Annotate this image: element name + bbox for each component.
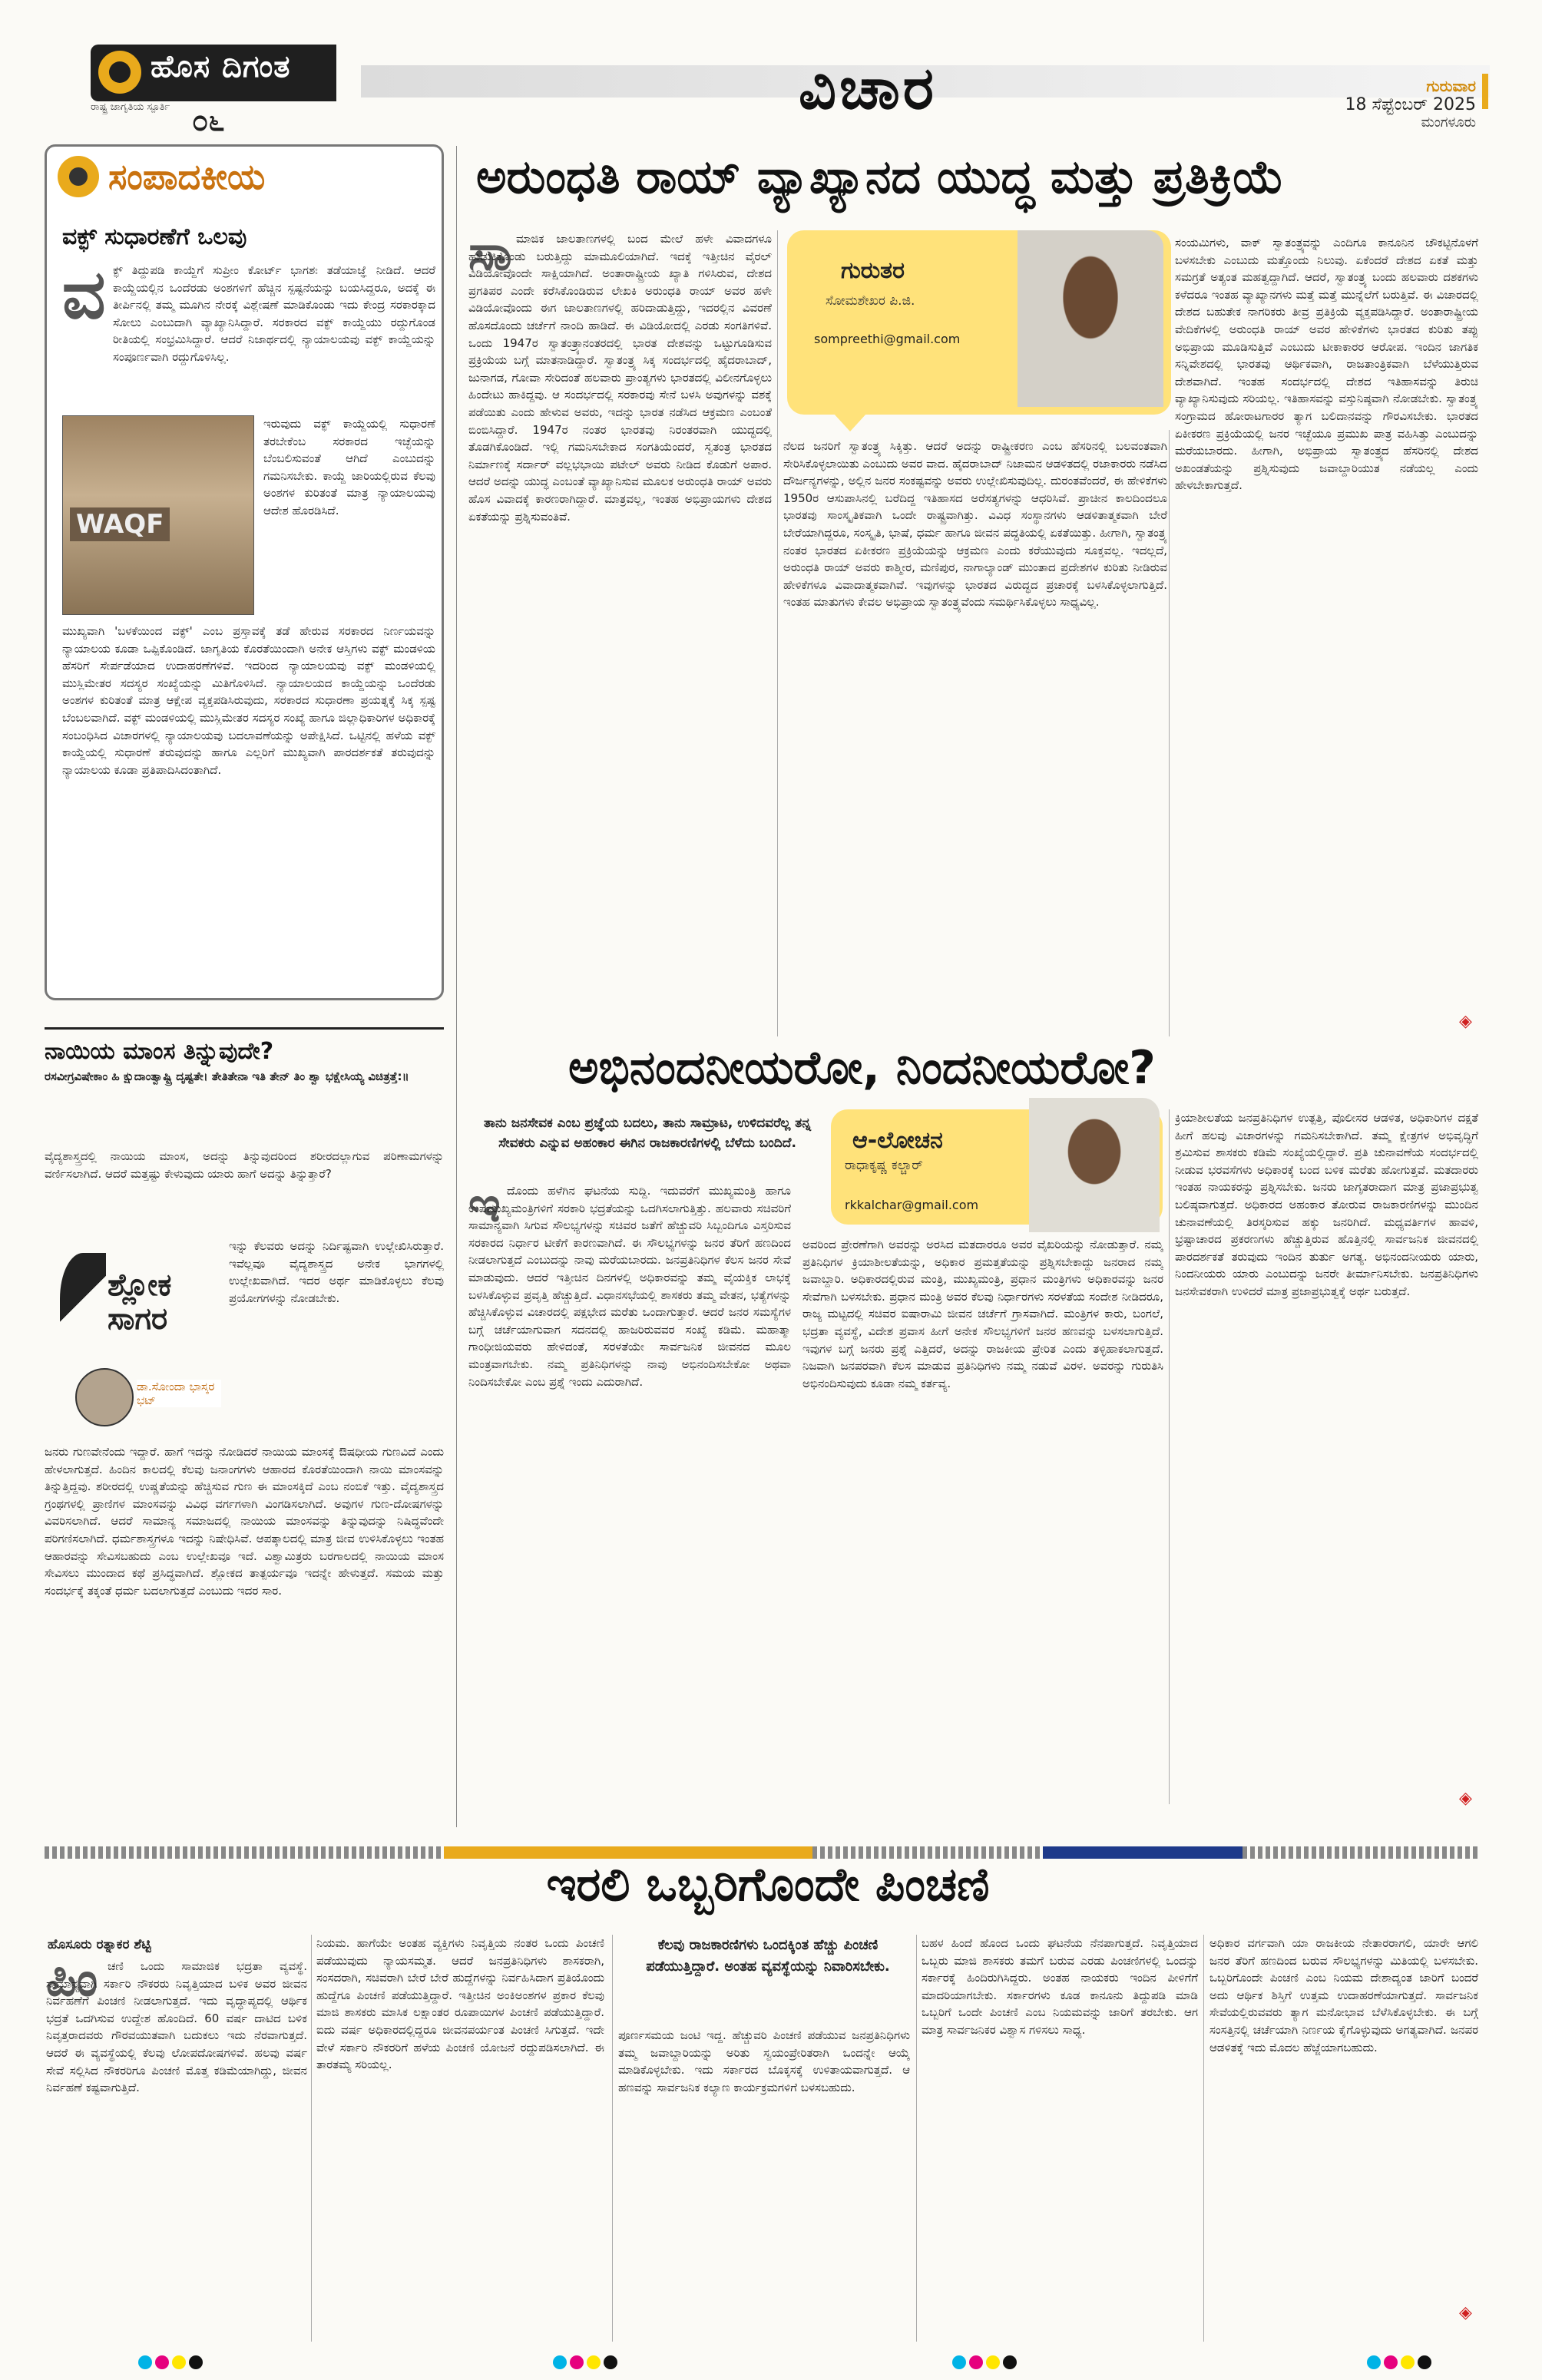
header-accent-bar	[1482, 74, 1488, 109]
article1-dropcap: ಸಾ	[468, 225, 512, 282]
column-logo-name: ಶ್ಲೋಕ ಸಾಗರ	[108, 1268, 172, 1337]
editorial-box	[45, 144, 444, 1000]
weekday: ಗುರುವಾರ	[1426, 77, 1476, 95]
article1-headline[interactable]: ಅರುಂಧತಿ ರಾಯ್ ವ್ಯಾಖ್ಯಾನದ ಯುದ್ಧ ಮತ್ತು ಪ್ರತಿಕ್ರಿಯೆ	[476, 150, 1284, 204]
column-rule	[456, 146, 457, 1827]
issue-date: 18 ಸೆಪ್ಟೆಂಬರ್ 2025	[1345, 95, 1476, 114]
section-title: ವಿಚಾರ	[799, 54, 937, 122]
edition-city: ಮಂಗಳೂರು	[1421, 114, 1476, 131]
article4-column-5: ಅಧಿಕಾರ ವರ್ಗವಾಗಿ ಯಾ ರಾಜಕೀಯ ನೇತಾರರಾಗಲಿ, ಯಾರೇ ಆಗಲಿ ಜನರ ತೆರಿಗೆ ಹಣದಿಂದ ಬರುವ ಸೌಲಭ್ಯಗಳನ್ನು ಮಿತಿಯಲ್ಲಿ ಬಳಸಬೇಕು. ಒಬ್ಬರಿಗೊಂದೇ ಪಿಂಚಣಿ ಎಂಬ ನಿಯಮ ದೇಶಾದ್ಯಂತ ಜಾರಿಗೆ ಬಂದರೆ ಅದು ಆರ್ಥಿಕ ಶಿಸ್ತಿಗೆ ಉತ್ತಮ ಉದಾಹರಣೆಯಾಗುತ್ತದೆ. ಸಾರ್ವಜನಿಕ ಸೇವೆಯಲ್ಲಿರುವವರು ತ್ಯಾಗ ಮನೋಭಾವ ಬೆಳೆಸಿಕೊಳ್ಳಬೇಕು. ಈ ಬಗ್ಗೆ ಸಂಸತ್ತಿನಲ್ಲಿ ಚರ್ಚೆಯಾಗಿ ನಿರ್ಣಯ ಕೈಗೊಳ್ಳುವುದು ಅಗತ್ಯವಾಗಿದೆ. ಜನಪರ ಆಡಳಿತಕ್ಕೆ ಇದು ಮೊದಲ ಹೆಜ್ಜೆಯಾಗಬಹುದು.	[1209, 1936, 1478, 2054]
article3-column-1: ದೊಂದು ಹಳೆಗಿನ ಘಟನೆಯ ಸುದ್ದಿ. ಇದುವರೆಗೆ ಮುಖ್ಯಮಂತ್ರಿ ಹಾಗೂ ಉಪಮುಖ್ಯಮಂತ್ರಿಗಳಿಗೆ ಸರಕಾರಿ ಭದ್ರತೆಯನ್ನು ಒದಗಿಸಲಾಗುತ್ತಿತ್ತು. ಹಲವಾರು ಸಚಿವರಿಗೆ ಸಾಮಾನ್ಯವಾಗಿ ಸಿಗುವ ಸೌಲಭ್ಯಗಳನ್ನು ಸಚಿವರ ಜತೆಗೆ ಹೆಚ್ಚುವರಿ ಸಿಬ್ಬಂದಿಗೂ ವಿಸ್ತರಿಸುವ ಸರಕಾರದ ನಿರ್ಧಾರ ಟೀಕೆಗೆ ಕಾರಣವಾಗಿದೆ. ಈ ಸೌಲಭ್ಯಗಳನ್ನು ಜನರ ತೆರಿಗೆ ಹಣದಿಂದ ನೀಡಲಾಗುತ್ತದೆ ಎಂಬುದನ್ನು ನಾವು ಮರೆಯಬಾರದು. ಜನಪ್ರತಿನಿಧಿಗಳ ಕೆಲಸ ಜನರ ಸೇವೆ ಮಾಡುವುದು. ಆದರೆ ಇತ್ತೀಚಿನ ದಿನಗಳಲ್ಲಿ ಅಧಿಕಾರವನ್ನು ತಮ್ಮ ವೈಯಕ್ತಿಕ ಲಾಭಕ್ಕೆ ಬಳಸಿಕೊಳ್ಳುವ ಪ್ರವೃತ್ತಿ ಹೆಚ್ಚುತ್ತಿದೆ. ವಿಧಾನಸಭೆಯಲ್ಲಿ ಶಾಸಕರು ತಮ್ಮ ವೇತನ, ಭತ್ಯೆಗಳನ್ನು ಹೆಚ್ಚಿಸಿಕೊಳ್ಳುವ ವಿಚಾರದಲ್ಲಿ ಪಕ್ಷಭೇದ ಮರೆತು ಒಂದಾಗುತ್ತಾರೆ. ಆದರೆ ಜನರ ಸಮಸ್ಯೆಗಳ ಬಗ್ಗೆ ಚರ್ಚೆಯಾಗುವಾಗ ಸದನದಲ್ಲಿ ಹಾಜರಿರುವವರ ಸಂಖ್ಯೆ ಕಡಿಮೆ. ಮಹಾತ್ಮಾ ಗಾಂಧೀಜಿಯವರು ಹೇಳಿದಂತೆ, ಸರಳತೆಯೇ ಸಾರ್ವಜನಿಕ ಜೀವನದ ಮೂಲ ಮಂತ್ರವಾಗಬೇಕು. ನಮ್ಮ ಪ್ರತಿನಿಧಿಗಳನ್ನು ನಾವು ಅಭಿನಂದಿಸಬೇಕೋ ಅಥವಾ ನಿಂದಿಸಬೇಕೋ ಎಂಬ ಪ್ರಶ್ನೆ ಇಂದು ಎದುರಾಗಿದೆ.	[468, 1184, 791, 1389]
article1-column-1: ಮಾಜಿಕ ಜಾಲತಾಣಗಳಲ್ಲಿ ಬಂದ ಮೇಲೆ ಹಳೇ ವಿವಾದಗಳೂ ಹುಡುಕಿಕೊಂಡು ಬರುತ್ತಿದ್ದು ಮಾಮೂಲಿಯಾಗಿದೆ. ಇದಕ್ಕೆ ಇತ್ತೀಚಿನ ವೈರಲ್ ವಿಡಿಯೋವೊಂದೇ ಸಾಕ್ಷಿಯಾಗಿದೆ. ಅಂತಾರಾಷ್ಟ್ರೀಯ ಖ್ಯಾತಿ ಗಳಿಸಿರುವ, ದೇಶದ ಪ್ರಗತಿಪರ ಎಂದೇ ಕರೆಸಿಕೊಂಡಿರುವ ಲೇಖಕಿ ಅರುಂಧತಿ ರಾಯ್ ಅವರ ಹಳೇ ವಿಡಿಯೋವೊಂದು ಈಗ ಜಾಲತಾಣಗಳಲ್ಲಿ ಹರಿದಾಡುತ್ತಿದ್ದು, ಇದರಲ್ಲಿನ ವಿವರಣೆ ಹೊಸದೊಂದು ಚರ್ಚೆಗೆ ನಾಂದಿ ಹಾಡಿದೆ. ಈ ವಿಡಿಯೋದಲ್ಲಿ ಎರಡು ಸಂಗತಿಗಳಿವೆ. ಒಂದು 1947ರ ಸ್ವಾತಂತ್ರ್ಯಾನಂತರದಲ್ಲಿ ಭಾರತ ದೇಶವನ್ನು ಒಟ್ಟುಗೂಡಿಸುವ ಪ್ರಕ್ರಿಯೆಯ ಬಗ್ಗೆ ಮಾತನಾಡಿದ್ದಾರೆ. ಸ್ವಾತಂತ್ರ್ಯ ಸಿಕ್ಕ ಸಂದರ್ಭದಲ್ಲಿ ಹೈದರಾಬಾದ್, ಜುನಾಗಡ, ಗೋವಾ ಸೇರಿದಂತೆ ಹಲವಾರು ಪ್ರಾಂತ್ಯಗಳು ಭಾರತದಲ್ಲಿ ವಿಲೀನಗೊಳ್ಳಲು ಹಿಂದೇಟು ಹಾಕಿದ್ದವು. ಆ ಸಂದರ್ಭದಲ್ಲಿ ಸರಕಾರವು ಸೇನೆ ಬಳಸಿ ಅವುಗಳನ್ನು ವಶಕ್ಕೆ ಪಡೆಯಿತು ಎಂದು ಹೇಳುವ ಅವರು, ಇದನ್ನು ಭಾರತ ನಡೆಸಿದ ಆಕ್ರಮಣ ಎಂಬಂತೆ ಬಿಂಬಿಸಿದ್ದಾರೆ. 1947ರ ನಂತರ ಭಾರತವು ನಿರಂತರವಾಗಿ ಯುದ್ಧದಲ್ಲಿ ತೊಡಗಿಕೊಂಡಿದೆ. ಇಲ್ಲಿ ಗಮನಿಸಬೇಕಾದ ಸಂಗತಿಯೆಂದರೆ, ಸ್ವತಂತ್ರ ಭಾರತದ ನಿರ್ಮಾಣಕ್ಕೆ ಸರ್ದಾರ್ ವಲ್ಲಭಭಾಯಿ ಪಟೇಲ್ ಅವರು ನೀಡಿದ ಕೊಡುಗೆ ಅಪಾರ. ಆದರೆ ಅದನ್ನು ಯುದ್ಧ ಎಂಬಂತೆ ವ್ಯಾಖ್ಯಾನಿಸುವ ಮೂಲಕ ಅರುಂಧತಿ ರಾಯ್ ಅವರು ಹೊಸ ವಿವಾದಕ್ಕೆ ಕಾರಣರಾಗಿದ್ದಾರೆ. ಮಾತ್ರವಲ್ಲ, ಇಂತಹ ಅಭಿಪ್ರಾಯಗಳು ದೇಶದ ಏಕತೆಯನ್ನು ಪ್ರಶ್ನಿಸುವಂತಿವೆ.	[468, 232, 772, 524]
article3-column-3: ಕ್ರಿಯಾಶೀಲತೆಯ ಜನಪ್ರತಿನಿಧಿಗಳ ಉತ್ಪತ್ತಿ, ಪೊಲೀಸರ ಆಡಳಿತ, ಅಧಿಕಾರಿಗಳ ದಕ್ಷತೆ ಹೀಗೆ ಹಲವು ವಿಚಾರಗಳನ್ನು ಗಮನಿಸಬೇಕಾಗಿದೆ. ತಮ್ಮ ಕ್ಷೇತ್ರಗಳ ಅಭಿವೃದ್ಧಿಗೆ ಶ್ರಮಿಸುವ ಶಾಸಕರು ಕಡಿಮೆ ಸಂಖ್ಯೆಯಲ್ಲಿದ್ದಾರೆ. ಪ್ರತಿ ಚುನಾವಣೆಯ ಸಂದರ್ಭದಲ್ಲಿ ನೀಡುವ ಭರವಸೆಗಳು ಅಧಿಕಾರಕ್ಕೆ ಬಂದ ಬಳಿಕ ಮರೆತು ಹೋಗುತ್ತವೆ. ಮತದಾರರು ಇಂತಹ ನಾಯಕರನ್ನು ಪ್ರಶ್ನಿಸಬೇಕು. ಜನರು ಜಾಗೃತರಾದಾಗ ಮಾತ್ರ ಪ್ರಜಾಪ್ರಭುತ್ವ ಬಲಿಷ್ಠವಾಗುತ್ತದೆ. ಅಧಿಕಾರದ ಅಹಂಕಾರ ತೋರುವ ರಾಜಕಾರಣಿಗಳನ್ನು ಮುಂದಿನ ಚುನಾವಣೆಯಲ್ಲಿ ತಿರಸ್ಕರಿಸುವ ಹಕ್ಕು ಜನರಿಗಿದೆ. ಮಧ್ಯವರ್ತಿಗಳ ಹಾವಳಿ, ಭ್ರಷ್ಟಾಚಾರದ ಪ್ರಕರಣಗಳು ಹೆಚ್ಚುತ್ತಿರುವ ಹೊತ್ತಿನಲ್ಲಿ ಸಾರ್ವಜನಿಕ ಜೀವನದಲ್ಲಿ ಪಾರದರ್ಶಕತೆ ತರುವುದು ಇಂದಿನ ತುರ್ತು ಅಗತ್ಯ. ಅಭಿನಂದನೀಯರು ಯಾರು, ನಿಂದನೀಯರು ಯಾರು ಎಂಬುದನ್ನು ಜನರೇ ತೀರ್ಮಾನಿಸಬೇಕು. ಜನಪ್ರತಿನಿಧಿಗಳು ಜನಸೇವಕರಾಗಿ ಉಳಿದರೆ ಮಾತ್ರ ಪ್ರಜಾಪ್ರಭುತ್ವಕ್ಕೆ ಅರ್ಥ ಬರುತ್ತದೆ.	[1175, 1111, 1478, 1298]
column-rule	[612, 1935, 613, 2342]
registration-mark	[138, 2355, 203, 2372]
editorial-body-side: ಇರುವುದು ವಕ್ಫ್ ಕಾಯ್ದೆಯಲ್ಲಿ ಸುಧಾರಣೆ ತರಬೇಕೆಂಬ ಸರಕಾರದ ಇಚ್ಛೆಯನ್ನು ಬೆಂಬಲಿಸುವಂತೆ ಆಗಿದೆ ಎಂಬುದನ್ನು ಗಮನಿಸಬೇಕು. ಕಾಯ್ದೆ ಜಾರಿಯಲ್ಲಿರುವ ಕೆಲವು ಅಂಶಗಳ ಕುರಿತಂತೆ ಮಾತ್ರ ನ್ಯಾಯಾಲಯವು ಆದೇಶ ಹೊರಡಿಸಿದೆ.	[263, 417, 435, 517]
author-photo	[75, 1368, 134, 1426]
registration-mark	[553, 2355, 617, 2372]
editorial-body-intro: ಕ್ಫ್ ತಿದ್ದುಪಡಿ ಕಾಯ್ದೆಗೆ ಸುಪ್ರೀಂ ಕೋರ್ಟ್ ಭಾಗಶಃ ತಡೆಯಾಜ್ಞೆ ನೀಡಿದೆ. ಆದರೆ ಕಾಯ್ದೆಯಲ್ಲಿನ ಒಂದೆರಡು ಅಂಶಗಳಿಗೆ ಹೆಚ್ಚಿನ ಸ್ಪಷ್ಟನೆಯನ್ನು ಬಯಸಿದ್ದರೂ, ಅದಕ್ಕೆ ಈ ತೀರ್ಪಿನಲ್ಲಿ ತಮ್ಮ ಮೂಗಿನ ನೇರಕ್ಕೆ ವಿಶ್ಲೇಷಣೆ ಮಾಡಿಕೊಂಡು ಇದು ಕೇಂದ್ರ ಸರಕಾರಕ್ಕಾದ ಸೋಲು ಎಂಬುದಾಗಿ ವ್ಯಾಖ್ಯಾನಿಸಿದ್ದಾರೆ. ಸರಕಾರದ ವಕ್ಫ್ ಕಾಯ್ದೆಯು ರದ್ದುಗೊಂಡ ರೀತಿಯಲ್ಲಿ ಸಂಭ್ರಮಿಸಿದ್ದಾರೆ. ಆದರೆ ನಿಜಾರ್ಥದಲ್ಲಿ ನ್ಯಾಯಾಲಯವು ವಕ್ಫ್ ಕಾಯ್ದೆಯನ್ನು ಸಂಪೂರ್ಣವಾಗಿ ರದ್ದುಗೊಳಿಸಿಲ್ಲ.	[113, 263, 435, 364]
author-byline: ರಾಧಾಕೃಷ್ಣ ಕಲ್ಚಾರ್	[845, 1158, 923, 1173]
column-rule	[1203, 1935, 1204, 2342]
sanskrit-verse: ರಸವೀಗ್ರವಿಷೇಕಾಂ ಹಿ ಕ್ಷುದಾಂತ್ವಾಷ್ಟ್ರಿ ದೃಷ್ಟತೇ। ತೇತಿತೇನಾ ಇತಿ ತೇನ್ ತಿಂ ಶ್ವಾ ಭಕ್ಷೇಸಿಯ್ಯ ವಿಚಿತ್ರತ್ತೆ:॥	[45, 1069, 409, 1083]
shloka-sagara-logo	[45, 1238, 220, 1437]
editorial-body-main: ಮುಖ್ಯವಾಗಿ 'ಬಳಕೆಯಿಂದ ವಕ್ಫ್' ಎಂಬ ಪ್ರಸ್ತಾವಕ್ಕೆ ತಡೆ ಹೇರುವ ಸರಕಾರದ ನಿರ್ಣಯವನ್ನು ನ್ಯಾಯಾಲಯ ಕೂಡಾ ಒಪ್ಪಿಕೊಂಡಿದೆ. ಜಾಗೃತಿಯ ಕೊರತೆಯಿಂದಾಗಿ ಅನೇಕ ಆಸ್ತಿಗಳು ವಕ್ಫ್ ಮಂಡಳಿಯ ಹೆಸರಿಗೆ ಸೇರ್ಪಡೆಯಾದ ಉದಾಹರಣೆಗಳಿವೆ. ಇದರಿಂದ ನ್ಯಾಯಾಲಯವು ವಕ್ಫ್ ಮಂಡಳಿಯಲ್ಲಿ ಮುಸ್ಲಿಮೇತರ ಸದಸ್ಯರ ಸಂಖ್ಯೆಯನ್ನು ಮಿತಿಗೊಳಿಸಿದೆ. ನ್ಯಾಯಾಲಯದ ಕಾಯ್ದೆಯನ್ನು ಒಂದೆರಡು ಅಂಶಗಳ ಕುರಿತಂತೆ ಮಾತ್ರ ಆಕ್ಷೇಪ ವ್ಯಕ್ತಪಡಿಸಿರುವುದು, ಸರಕಾರದ ಸುಧಾರಣಾ ಪ್ರಯತ್ನಕ್ಕೆ ಸಿಕ್ಕ ಸ್ಪಷ್ಟ ಬೆಂಬಲವಾಗಿದೆ. ವಕ್ಫ್ ಮಂಡಳಿಯಲ್ಲಿ ಮುಸ್ಲಿಮೇತರ ಸದಸ್ಯರ ಸಂಖ್ಯೆ ಹಾಗೂ ಜಿಲ್ಲಾಧಿಕಾರಿಗಳ ಅಧಿಕಾರಕ್ಕೆ ಸಂಬಂಧಿಸಿದ ವಿಚಾರಗಳಲ್ಲಿ ನ್ಯಾಯಾಲಯವು ಬದಲಾವಣೆಯನ್ನು ಅಪೇಕ್ಷಿಸಿದೆ. ಒಟ್ಟಿನಲ್ಲಿ ಹಳೆಯ ವಕ್ಫ್ ಕಾಯ್ದೆಯಲ್ಲಿ ಸುಧಾರಣೆ ತರುವುದನ್ನು ಹಾಗೂ ಎಲ್ಲರಿಗೆ ಮುಖ್ಯವಾಗಿ ಪಾರದರ್ಶಕತೆ ತರುವುದನ್ನು ನ್ಯಾಯಾಲಯ ಕೂಡಾ ಪ್ರತಿಪಾದಿಸಿದಂತಾಗಿದೆ.	[62, 624, 435, 777]
author-photo	[1018, 230, 1163, 407]
newspaper-logo[interactable]	[91, 45, 336, 101]
article4-column-3: ಪೂರ್ಣಸಮಯ ಜಂಟಿ ಇದ್ದ. ಹೆಚ್ಚುವರಿ ಪಿಂಚಣಿ ಪಡೆಯುವ ಜನಪ್ರತಿನಿಧಿಗಳು ತಮ್ಮ ಜವಾಬ್ದಾರಿಯನ್ನು ಅರಿತು ಸ್ವಯಂಪ್ರೇರಿತರಾಗಿ ಒಂದನ್ನೇ ಆಯ್ಕೆ ಮಾಡಿಕೊಳ್ಳಬೇಕು. ಇದು ಸರ್ಕಾರದ ಬೊಕ್ಕಸಕ್ಕೆ ಉಳಿತಾಯವಾಗುತ್ತದೆ. ಆ ಹಣವನ್ನು ಸಾರ್ವಜನಿಕ ಕಲ್ಯಾಣ ಕಾರ್ಯಕ್ರಮಗಳಿಗೆ ಬಳಸಬಹುದು.	[618, 2028, 910, 2094]
masthead	[0, 0, 1542, 142]
author-email[interactable]: sompreethi@gmail.com	[814, 332, 961, 346]
column-tag: ಆ-ಲೋಚನ	[852, 1127, 943, 1154]
article4-column-1: ಚಣಿ ಒಂದು ಸಾಮಾಜಿಕ ಭದ್ರತಾ ವ್ಯವಸ್ಥೆ. ಸಾಮಾನ್ಯವಾಗಿ ಸರ್ಕಾರಿ ನೌಕರರು ನಿವೃತ್ತಿಯಾದ ಬಳಿಕ ಅವರ ಜೀವನ ನಿರ್ವಹಣೆಗೆ ಪಿಂಚಣಿ ನೀಡಲಾಗುತ್ತದೆ. ಇದು ವೃದ್ಧಾಪ್ಯದಲ್ಲಿ ಆರ್ಥಿಕ ಭದ್ರತೆ ಒದಗಿಸುವ ಉದ್ದೇಶ ಹೊಂದಿದೆ. 60 ವರ್ಷ ದಾಟಿದ ಬಳಿಕ ನಿವೃತ್ತರಾದವರು ಗೌರವಯುತವಾಗಿ ಬದುಕಲು ಇದು ನೆರವಾಗುತ್ತದೆ. ಆದರೆ ಈ ವ್ಯವಸ್ಥೆಯಲ್ಲಿ ಕೆಲವು ಲೋಪದೋಷಗಳಿವೆ. ಹಲವು ವರ್ಷ ಸೇವೆ ಸಲ್ಲಿಸಿದ ನೌಕರರಿಗೂ ಪಿಂಚಣಿ ಮೊತ್ತ ಕಡಿಮೆಯಾಗಿದ್ದು, ಜೀವನ ನಿರ್ವಹಣೆ ಕಷ್ಟವಾಗುತ್ತಿದೆ.	[46, 1959, 307, 2095]
divider-dots	[812, 1846, 1043, 1859]
end-mark-icon: ◈	[1459, 1012, 1472, 1031]
article1-column-2: ನೆಲದ ಜನರಿಗೆ ಸ್ವಾತಂತ್ರ್ಯ ಸಿಕ್ಕಿತ್ತು. ಆದರೆ ಅದನ್ನು ರಾಷ್ಟ್ರೀಕರಣ ಎಂಬ ಹೆಸರಿನಲ್ಲಿ ಬಲವಂತವಾಗಿ ಸೇರಿಸಿಕೊಳ್ಳಲಾಯಿತು ಎಂಬುದು ಅವರ ವಾದ. ಹೈದರಾಬಾದ್ ನಿಜಾಮನ ಆಡಳಿತದಲ್ಲಿ ರಜಾಕಾರರು ನಡೆಸಿದ ದೌರ್ಜನ್ಯಗಳನ್ನು, ಅಲ್ಲಿನ ಜನರ ಸಂಕಷ್ಟವನ್ನು ಅವರು ಉಲ್ಲೇಖಿಸುವುದಿಲ್ಲ. ದುರಂತವೆಂದರೆ, ಈ ಹೇಳಿಕೆಗಳು 1950ರ ಆಸುಪಾಸಿನಲ್ಲಿ ಬರೆದಿದ್ದ ಇತಿಹಾಸದ ಅರೆಸತ್ಯಗಳನ್ನು ಆಧರಿಸಿವೆ. ಪ್ರಾಚೀನ ಕಾಲದಿಂದಲೂ ಭಾರತವು ಸಾಂಸ್ಕೃತಿಕವಾಗಿ ಒಂದೇ ರಾಷ್ಟ್ರವಾಗಿತ್ತು. ವಿವಿಧ ಸಂಸ್ಥಾನಗಳು ಆಡಳಿತಾತ್ಮಕವಾಗಿ ಬೇರೆ ಬೇರೆಯಾಗಿದ್ದರೂ, ಸಂಸ್ಕೃತಿ, ಭಾಷೆ, ಧರ್ಮ ಹಾಗೂ ಜೀವನ ಪದ್ಧತಿಯಲ್ಲಿ ಏಕತೆಯಿತ್ತು. ಹೀಗಾಗಿ, ಸ್ವಾತಂತ್ರ್ಯ ನಂತರ ಭಾರತದ ಏಕೀಕರಣ ಪ್ರಕ್ರಿಯೆಯನ್ನು ಆಕ್ರಮಣ ಎಂದು ಕರೆಯುವುದು ಸೂಕ್ತವಲ್ಲ. ಇದಲ್ಲದೆ, ಅರುಂಧತಿ ರಾಯ್ ಅವರು ಕಾಶ್ಮೀರ, ಮಣಿಪುರ, ನಾಗಾಲ್ಯಾಂಡ್ ಮುಂತಾದ ಪ್ರದೇಶಗಳ ಕುರಿತು ನೀಡಿರುವ ಹೇಳಿಕೆಗಳೂ ವಿವಾದಾತ್ಮಕವಾಗಿವೆ. ಇವುಗಳನ್ನು ಭಾರತದ ವಿರುದ್ಧದ ಪ್ರಚಾರಕ್ಕೆ ಬಳಸಿಕೊಳ್ಳಲಾಗುತ್ತಿದೆ. ಇಂತಹ ಮಾತುಗಳು ಕೇವಲ ಅಭಿಪ್ರಾಯ ಸ್ವಾತಂತ್ರ್ಯವೆಂದು ಸಮರ್ಥಿಸಿಕೊಳ್ಳಲು ಸಾಧ್ಯವಿಲ್ಲ.	[783, 439, 1167, 610]
article4-column-2: ನಿಯಮ. ಹಾಗೆಯೇ ಅಂತಹ ವ್ಯಕ್ತಿಗಳು ನಿವೃತ್ತಿಯ ನಂತರ ಒಂದು ಪಿಂಚಣಿ ಪಡೆಯುವುದು ನ್ಯಾಯಸಮ್ಮತ. ಆದರೆ ಜನಪ್ರತಿನಿಧಿಗಳು ಶಾಸಕರಾಗಿ, ಸಂಸದರಾಗಿ, ಸಚಿವರಾಗಿ ಬೇರೆ ಬೇರೆ ಹುದ್ದೆಗಳನ್ನು ನಿರ್ವಹಿಸಿದಾಗ ಪ್ರತಿಯೊಂದು ಹುದ್ದೆಗೂ ಪಿಂಚಣಿ ಪಡೆಯುತ್ತಿದ್ದಾರೆ. ಇತ್ತೀಚಿನ ಅಂಕಿಅಂಶಗಳ ಪ್ರಕಾರ ಕೆಲವು ಮಾಜಿ ಶಾಸಕರು ಮಾಸಿಕ ಲಕ್ಷಾಂತರ ರೂಪಾಯಿಗಳ ಪಿಂಚಣಿ ಪಡೆಯುತ್ತಿದ್ದಾರೆ. ಐದು ವರ್ಷ ಅಧಿಕಾರದಲ್ಲಿದ್ದರೂ ಜೀವನಪರ್ಯಂತ ಪಿಂಚಣಿ ಸಿಗುತ್ತದೆ. ಇದೇ ವೇಳೆ ಸರ್ಕಾರಿ ನೌಕರರಿಗೆ ಹಳೆಯ ಪಿಂಚಣಿ ಯೋಜನೆ ರದ್ದುಪಡಿಸಲಾಗಿದೆ. ಈ ತಾರತಮ್ಯ ಸರಿಯಲ್ಲ.	[316, 1936, 604, 2072]
article3-headline[interactable]: ಅಭಿನಂದನೀಯರೋ, ನಿಂದನೀಯರೋ?	[568, 1041, 1156, 1095]
column-rule	[777, 230, 778, 1036]
editorial-label: ಸಂಪಾದಕೀಯ	[108, 156, 266, 197]
article3-deck: ತಾನು ಜನಸೇವಕ ಎಂಬ ಪ್ರಜ್ಞೆಯ ಬದಲು, ತಾನು ಸಾಮ್ರಾಟ, ಉಳಿದವರೆಲ್ಲ ತನ್ನ ಸೇವಕರು ಎನ್ನುವ ಅಹಂಕಾರ ಈಗಿನ ರಾಜಕಾರಣಿಗಳಲ್ಲಿ ಬೆಳೆದು ಬಂದಿದೆ.	[483, 1116, 812, 1151]
editorial-seal-icon	[58, 156, 99, 197]
section-divider	[45, 1027, 444, 1030]
article4-headline[interactable]: ಇರಲಿ ಒಬ್ಬರಿಗೊಂದೇ ಪಿಂಚಣಿ	[546, 1858, 990, 1912]
editorial-header	[58, 156, 434, 202]
column-rule	[1169, 430, 1170, 1036]
waqf-sign: WAQF	[70, 507, 170, 541]
editorial-dropcap: ವ	[62, 255, 106, 334]
feature-body-side: ಇನ್ನು ಕೆಲವರು ಅದನ್ನು ನಿರ್ದಿಷ್ಟವಾಗಿ ಉಲ್ಲೇಖಿಸಿರುತ್ತಾರೆ. ಇವೆಲ್ಲವೂ ವೈದ್ಯಶಾಸ್ತ್ರದ ಅನೇಕ ಭಾಗಗಳಲ್ಲಿ ಉಲ್ಲೇಖವಾಗಿದೆ. ಇದರ ಅರ್ಥ ಮಾಡಿಕೊಳ್ಳಲು ಕೆಲವು ಪ್ರಯೋಗಗಳನ್ನು ನೋಡಬೇಕು.	[229, 1239, 444, 1305]
color-divider-bar	[45, 1846, 1481, 1859]
column-rule	[1169, 1109, 1170, 1804]
article4-deck: ಕೆಲವು ರಾಜಕಾರಣಿಗಳು ಒಂದಕ್ಕಿಂತ ಹೆಚ್ಚು ಪಿಂಚಣಿ ಪಡೆಯುತ್ತಿದ್ದಾರೆ. ಅಂತಹ ವ್ಯವಸ್ಥೆಯನ್ನು ನಿವಾರಿಸಬೇಕು.	[646, 1937, 890, 1975]
feature-body-main: ಜನರು ಗುಣವೇನೆಂದು ಇದ್ದಾರೆ. ಹಾಗೆ ಇದನ್ನು ನೋಡಿದರೆ ನಾಯಿಯ ಮಾಂಸಕ್ಕೆ ಔಷಧೀಯ ಗುಣವಿದೆ ಎಂದು ಹೇಳಲಾಗುತ್ತದೆ. ಹಿಂದಿನ ಕಾಲದಲ್ಲಿ ಕೆಲವು ಜನಾಂಗಗಳು ಆಹಾರದ ಕೊರತೆಯಿಂದಾಗಿ ನಾಯಿ ಮಾಂಸವನ್ನು ತಿನ್ನುತ್ತಿದ್ದವು. ಶರೀರದಲ್ಲಿ ಉಷ್ಣತೆಯನ್ನು ಹೆಚ್ಚಿಸುವ ಗುಣ ಈ ಮಾಂಸಕ್ಕಿದೆ ಎಂಬ ನಂಬಿಕೆ ಇತ್ತು. ವೈದ್ಯಶಾಸ್ತ್ರದ ಗ್ರಂಥಗಳಲ್ಲಿ ಪ್ರಾಣಿಗಳ ಮಾಂಸವನ್ನು ವಿವಿಧ ವರ್ಗಗಳಾಗಿ ವಿಂಗಡಿಸಲಾಗಿದೆ. ಅವುಗಳ ಗುಣ-ದೋಷಗಳನ್ನು ವಿವರಿಸಲಾಗಿದೆ. ಆದರೆ ಸಾಮಾನ್ಯ ಸಮಾಜದಲ್ಲಿ ನಾಯಿಯ ಮಾಂಸವನ್ನು ತಿನ್ನುವುದನ್ನು ನಿಷಿದ್ಧವೆಂದೇ ಪರಿಗಣಿಸಲಾಗಿದೆ. ಧರ್ಮಶಾಸ್ತ್ರಗಳೂ ಇದನ್ನು ನಿಷೇಧಿಸಿವೆ. ಆಪತ್ಕಾಲದಲ್ಲಿ ಮಾತ್ರ ಜೀವ ಉಳಿಸಿಕೊಳ್ಳಲು ಇಂತಹ ಆಹಾರವನ್ನು ಸೇವಿಸಬಹುದು ಎಂಬ ಉಲ್ಲೇಖವೂ ಇದೆ. ವಿಶ್ವಾಮಿತ್ರರು ಬರಗಾಲದಲ್ಲಿ ನಾಯಿಯ ಮಾಂಸ ಸೇವಿಸಲು ಮುಂದಾದ ಕಥೆ ಪ್ರಸಿದ್ಧವಾಗಿದೆ. ಶ್ಲೋಕದ ತಾತ್ಪರ್ಯವೂ ಇದನ್ನೇ ಹೇಳುತ್ತದೆ. ಸಮಯ ಮತ್ತು ಸಂದರ್ಭಕ್ಕೆ ತಕ್ಕಂತೆ ಧರ್ಮ ಬದಲಾಗುತ್ತದೆ ಎಂಬುದು ಇದರ ಸಾರ.	[45, 1445, 444, 1598]
newspaper-tagline: ರಾಷ್ಟ್ರ ಜಾಗೃತಿಯ ಸ್ಪೂರ್ತಿ	[91, 101, 170, 113]
divider-dots	[1243, 1846, 1481, 1859]
registration-mark	[952, 2355, 1017, 2372]
end-mark-icon: ◈	[1459, 2303, 1472, 2322]
divider-dots	[45, 1846, 444, 1859]
article3-column-2: ಅವರಿಂದ ಪ್ರೇರಣೆಗಾಗಿ ಅವರನ್ನು ಅರಸಿದ ಮತದಾರರೂ ಅವರ ವೈಖರಿಯನ್ನು ನೋಡುತ್ತಾರೆ. ನಮ್ಮ ಪ್ರತಿನಿಧಿಗಳ ಕ್ರಿಯಾಶೀಲತೆಯನ್ನು, ಅಧಿಕಾರ ಪ್ರಮತ್ತತೆಯನ್ನು ಪ್ರಶ್ನಿಸಬೇಕಾದ್ದು ಜನರಾದ ನಮ್ಮ ಜವಾಬ್ದಾರಿ. ಅಧಿಕಾರದಲ್ಲಿರುವ ಮಂತ್ರಿ, ಮುಖ್ಯಮಂತ್ರಿ, ಪ್ರಧಾನ ಮಂತ್ರಿಗಳು ಅಧಿಕಾರವನ್ನು ಜನರ ಸೇವೆಗಾಗಿ ಬಳಸಬೇಕು. ಪ್ರಧಾನ ಮಂತ್ರಿ ಅವರ ಕೆಲವು ನಿರ್ಧಾರಗಳು ಸರಳತೆಯ ಸಂದೇಶ ನೀಡಿದರೂ, ರಾಜ್ಯ ಮಟ್ಟದಲ್ಲಿ ಸಚಿವರ ಐಷಾರಾಮಿ ಜೀವನ ಚರ್ಚೆಗೆ ಗ್ರಾಸವಾಗಿದೆ. ಮಂತ್ರಿಗಳ ಕಾರು, ಬಂಗಲೆ, ಭದ್ರತಾ ವ್ಯವಸ್ಥೆ, ವಿದೇಶ ಪ್ರವಾಸ ಹೀಗೆ ಅನೇಕ ಸೌಲಭ್ಯಗಳಿಗೆ ಜನರ ಹಣವನ್ನು ಬಳಸಲಾಗುತ್ತಿದೆ. ಇವುಗಳ ಬಗ್ಗೆ ಜನರು ಪ್ರಶ್ನೆ ಎತ್ತಿದರೆ, ಅದನ್ನು ರಾಜಕೀಯ ಪ್ರೇರಿತ ಎಂದು ತಳ್ಳಿಹಾಕಲಾಗುತ್ತದೆ. ನಿಜವಾಗಿ ಜನಪರವಾಗಿ ಕೆಲಸ ಮಾಡುವ ಪ್ರತಿನಿಧಿಗಳು ನಮ್ಮ ನಡುವೆ ವಿರಳ. ಅವರನ್ನು ಗುರುತಿಸಿ ಅಭಿನಂದಿಸುವುದು ಕೂಡಾ ನಮ್ಮ ಕರ್ತವ್ಯ.	[802, 1238, 1163, 1390]
column-rule	[916, 1935, 917, 2342]
page-number: ೦೬	[192, 104, 225, 137]
article4-dropcap: ಪಿಂ	[46, 1951, 98, 2007]
divider-orange	[444, 1846, 812, 1859]
author-byline: ಸೋಮಶೇಖರ ಪಿ.ಜಿ.	[826, 293, 915, 309]
feature-body-intro: ವೈದ್ಯಶಾಸ್ತ್ರದಲ್ಲಿ ನಾಯಿಯ ಮಾಂಸ, ಅದನ್ನು ತಿನ್ನುವುದರಿಂದ ಶರೀರದಲ್ಲಾಗುವ ಪರಿಣಾಮಗಳನ್ನು ವರ್ಣಿಸಲಾಗಿದೆ. ಆದರೆ ಮತ್ತಷ್ಟು ಕೇಳುವುದು ಯಾರು ಹಾಗೆ ಅದನ್ನು ತಿನ್ನುತ್ತಾರೆ?	[45, 1149, 444, 1181]
dateline	[1298, 77, 1476, 131]
article4-column-4: ಬಹಳ ಹಿಂದೆ ಹೊಂದ ಒಂದು ಘಟನೆಯ ನೆನಪಾಗುತ್ತದೆ. ನಿವೃತ್ತಿಯಾದ ಒಬ್ಬರು ಮಾಜಿ ಶಾಸಕರು ತಮಗೆ ಬರುವ ಎರಡು ಪಿಂಚಣಿಗಳಲ್ಲಿ ಒಂದನ್ನು ಸರ್ಕಾರಕ್ಕೆ ಹಿಂದಿರುಗಿಸಿದ್ದರು. ಅಂತಹ ನಾಯಕರು ಇಂದಿನ ಪೀಳಿಗೆಗೆ ಮಾದರಿಯಾಗಬೇಕು. ಸರ್ಕಾರಗಳು ಕೂಡ ಕಾನೂನು ತಿದ್ದುಪಡಿ ಮಾಡಿ ಒಬ್ಬರಿಗೆ ಒಂದೇ ಪಿಂಚಣಿ ಎಂಬ ನಿಯಮವನ್ನು ಜಾರಿಗೆ ತರಬೇಕು. ಆಗ ಮಾತ್ರ ಸಾರ್ವಜನಿಕರ ವಿಶ್ವಾಸ ಗಳಿಸಲು ಸಾಧ್ಯ.	[922, 1936, 1198, 2037]
author-photo	[1029, 1098, 1160, 1232]
feature-headline[interactable]: ನಾಯಿಯ ಮಾಂಸ ತಿನ್ನುವುದೇ?	[45, 1038, 274, 1065]
author-name: ಡಾ.ಸೋಂದಾ ಭಾಸ್ಕರ ಭಟ್	[137, 1380, 221, 1407]
quill-icon	[60, 1253, 106, 1345]
logo-emblem-icon	[98, 51, 141, 94]
column-tag: ಗುರುತರ	[841, 257, 905, 284]
author-byline: ಹೊಸೂರು ರತ್ನಾಕರ ಶೆಟ್ಟಿ	[48, 1937, 151, 1952]
divider-navy	[1043, 1846, 1243, 1859]
author-email[interactable]: rkkalchar@gmail.com	[845, 1198, 979, 1212]
newspaper-name: ಹೊಸ ದಿಗಂತ	[151, 49, 291, 84]
column-rule	[311, 1935, 312, 2342]
end-mark-icon: ◈	[1459, 1789, 1472, 1808]
article3-dropcap: ಇ	[468, 1177, 501, 1234]
registration-mark	[1367, 2355, 1431, 2372]
article1-column-3: ಸಂಯಮಿಗಳು, ವಾಕ್ ಸ್ವಾತಂತ್ರ್ಯವನ್ನು ಎಂದಿಗೂ ಕಾನೂನಿನ ಚೌಕಟ್ಟಿನೊಳಗೆ ಬಳಸಬೇಕು ಎಂಬುದು ಮತ್ತೊಂದು ನಿಲುವು. ಏಕೆಂದರೆ ದೇಶದ ಏಕತೆ ಮತ್ತು ಸಮಗ್ರತೆ ಅತ್ಯಂತ ಮಹತ್ವದ್ದಾಗಿದೆ. ಆದರೆ, ಸ್ವಾತಂತ್ರ್ಯ ಬಂದು ಹಲವಾರು ದಶಕಗಳು ಕಳೆದರೂ ಇಂತಹ ವ್ಯಾಖ್ಯಾನಗಳು ಮತ್ತೆ ಮತ್ತೆ ಮುನ್ನೆಲೆಗೆ ಬರುತ್ತಿವೆ. ಈ ವಿಚಾರದಲ್ಲಿ ದೇಶದ ಬಹುತೇಕ ನಾಗರಿಕರು ತೀವ್ರ ಪ್ರತಿಕ್ರಿಯೆ ವ್ಯಕ್ತಪಡಿಸಿದ್ದಾರೆ. ಅಂತಾರಾಷ್ಟ್ರೀಯ ವೇದಿಕೆಗಳಲ್ಲಿ ಅರುಂಧತಿ ರಾಯ್ ಅವರ ಹೇಳಿಕೆಗಳು ಭಾರತದ ಕುರಿತು ತಪ್ಪು ಅಭಿಪ್ರಾಯ ಮೂಡಿಸುತ್ತಿವೆ ಎಂಬುದು ಟೀಕಾಕಾರರ ಆರೋಪ. ಇಂದಿನ ಜಾಗತಿಕ ಸನ್ನಿವೇಶದಲ್ಲಿ ಭಾರತವು ಆರ್ಥಿಕವಾಗಿ, ರಾಜತಾಂತ್ರಿಕವಾಗಿ ಬೆಳೆಯುತ್ತಿರುವ ದೇಶವಾಗಿದೆ. ಇಂತಹ ಸಂದರ್ಭದಲ್ಲಿ ದೇಶದ ಇತಿಹಾಸವನ್ನು ತಿರುಚಿ ವ್ಯಾಖ್ಯಾನಿಸುವುದು ಸರಿಯಲ್ಲ. ಇತಿಹಾಸವನ್ನು ವಸ್ತುನಿಷ್ಠವಾಗಿ ನೋಡಬೇಕು. ಸ್ವಾತಂತ್ರ್ಯ ಸಂಗ್ರಾಮದ ಹೋರಾಟಗಾರರ ತ್ಯಾಗ ಬಲಿದಾನವನ್ನು ಗೌರವಿಸಬೇಕು. ಭಾರತದ ಏಕೀಕರಣ ಪ್ರಕ್ರಿಯೆಯಲ್ಲಿ ಜನರ ಇಚ್ಛೆಯೂ ಪ್ರಮುಖ ಪಾತ್ರ ವಹಿಸಿತ್ತು ಎಂಬುದನ್ನು ಮರೆಯಬಾರದು. ಹೀಗಾಗಿ, ಅಭಿಪ್ರಾಯ ಸ್ವಾತಂತ್ರ್ಯದ ಹೆಸರಿನಲ್ಲಿ ದೇಶದ ಅಖಂಡತೆಯನ್ನು ಪ್ರಶ್ನಿಸುವುದು ಜವಾಬ್ದಾರಿಯುತ ನಡೆಯಲ್ಲ ಎಂದು ಹೇಳಬೇಕಾಗುತ್ತದೆ.	[1175, 236, 1478, 493]
editorial-headline[interactable]: ವಕ್ಫ್ ಸುಧಾರಣೆಗೆ ಒಲವು	[62, 223, 247, 250]
